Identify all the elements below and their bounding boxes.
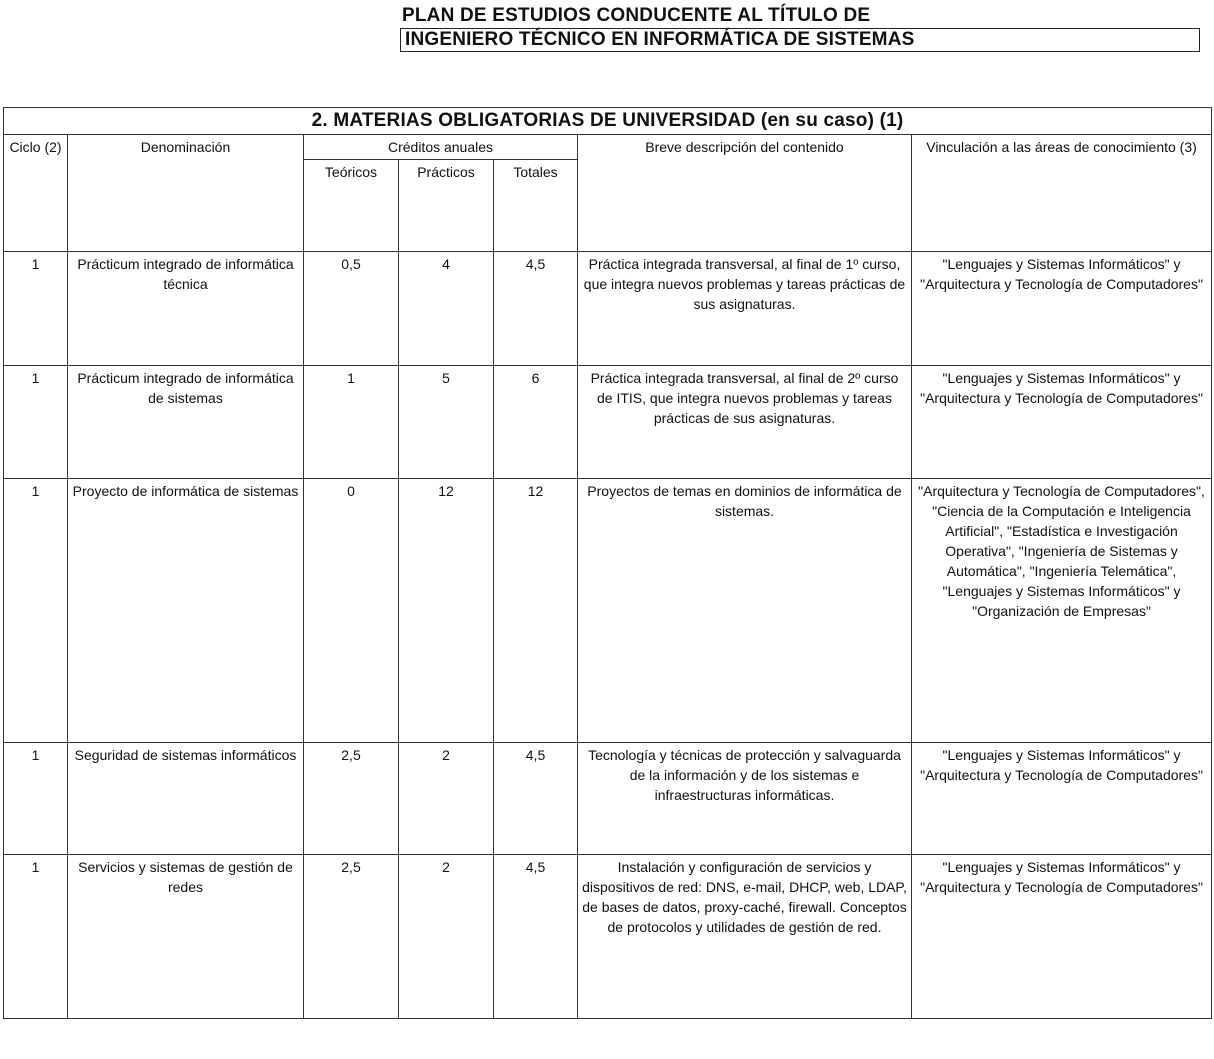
cell-teoricos: 2,5 [304,855,399,1019]
header-practicos: Prácticos [399,160,494,252]
table-row [4,855,1212,1019]
cell-totales: 4,5 [494,252,578,366]
cell-totales: 4,5 [494,743,578,855]
cell-ciclo: 1 [4,479,68,743]
cell-vinculacion: "Lenguajes y Sistemas Informáticos" y "Arquitectura y Tecnología de Computadores" [912,855,1212,1019]
header-creditos: Créditos anuales [304,135,578,160]
cell-totales: 6 [494,366,578,479]
cell-teoricos: 1 [304,366,399,479]
cell-vinculacion: "Lenguajes y Sistemas Informáticos" y "Arquitectura y Tecnología de Computadores" [912,366,1212,479]
cell-totales: 4,5 [494,855,578,1019]
cell-ciclo: 1 [4,743,68,855]
cell-practicos: 2 [399,743,494,855]
table-row [4,366,1212,479]
cell-practicos: 12 [399,479,494,743]
cell-denominacion: Seguridad de sistemas informáticos [68,743,304,855]
cell-descripcion: Proyectos de temas en dominios de informática de sistemas. [578,479,912,743]
cell-practicos: 5 [399,366,494,479]
header-ciclo: Ciclo (2) [4,135,68,252]
cell-teoricos: 0 [304,479,399,743]
cell-denominacion: Prácticum integrado de informática de sistemas [68,366,304,479]
document-title-line1: PLAN DE ESTUDIOS CONDUCENTE AL TÍTULO DE [402,5,871,26]
cell-vinculacion: "Arquitectura y Tecnología de Computadores", "Ciencia de la Computación e Inteligencia Artificial", "Estadística e Investigación Operativa", "Ingeniería de Sistemas y Automática", "Ingeniería Telemática", "Lenguajes y Sistemas Informáticos" y "Organización de Empresas" [912,479,1212,743]
header-vinculacion: Vinculación a las áreas de conocimiento (3) [912,135,1212,252]
cell-practicos: 4 [399,252,494,366]
cell-ciclo: 1 [4,252,68,366]
header-descripcion: Breve descripción del contenido [578,135,912,252]
cell-descripcion: Tecnología y técnicas de protección y salvaguarda de la información y de los sistemas e infraestructuras informáticas. [578,743,912,855]
section-title: 2. MATERIAS OBLIGATORIAS DE UNIVERSIDAD (en su caso) (1) [4,108,1212,135]
cell-denominacion: Proyecto de informática de sistemas [68,479,304,743]
cell-teoricos: 0,5 [304,252,399,366]
cell-descripcion: Práctica integrada transversal, al final de 2º curso de ITIS, que integra nuevos problemas y tareas prácticas de sus asignaturas. [578,366,912,479]
document-title-line2: INGENIERO TÉCNICO EN INFORMÁTICA DE SISTEMAS [400,28,1200,52]
cell-practicos: 2 [399,855,494,1019]
cell-teoricos: 2,5 [304,743,399,855]
document-header [400,4,1212,52]
header-totales: Totales [494,160,578,252]
cell-descripcion: Instalación y configuración de servicios y dispositivos de red: DNS, e-mail, DHCP, web, LDAP, de bases de datos, proxy-caché, firewall. Conceptos de protocolos y utilidades de gestión de red. [578,855,912,1019]
table-row [4,479,1212,743]
cell-totales: 12 [494,479,578,743]
header-teoricos: Teóricos [304,160,399,252]
table-row [4,252,1212,366]
cell-ciclo: 1 [4,855,68,1019]
subjects-table [3,107,1212,1019]
cell-denominacion: Servicios y sistemas de gestión de redes [68,855,304,1019]
header-denominacion: Denominación [68,135,304,252]
cell-descripcion: Práctica integrada transversal, al final de 1º curso, que integra nuevos problemas y tareas prácticas de sus asignaturas. [578,252,912,366]
cell-denominacion: Prácticum integrado de informática técnica [68,252,304,366]
cell-vinculacion: "Lenguajes y Sistemas Informáticos" y "Arquitectura y Tecnología de Computadores" [912,252,1212,366]
cell-vinculacion: "Lenguajes y Sistemas Informáticos" y "Arquitectura y Tecnología de Computadores" [912,743,1212,855]
table-row [4,743,1212,855]
cell-ciclo: 1 [4,366,68,479]
